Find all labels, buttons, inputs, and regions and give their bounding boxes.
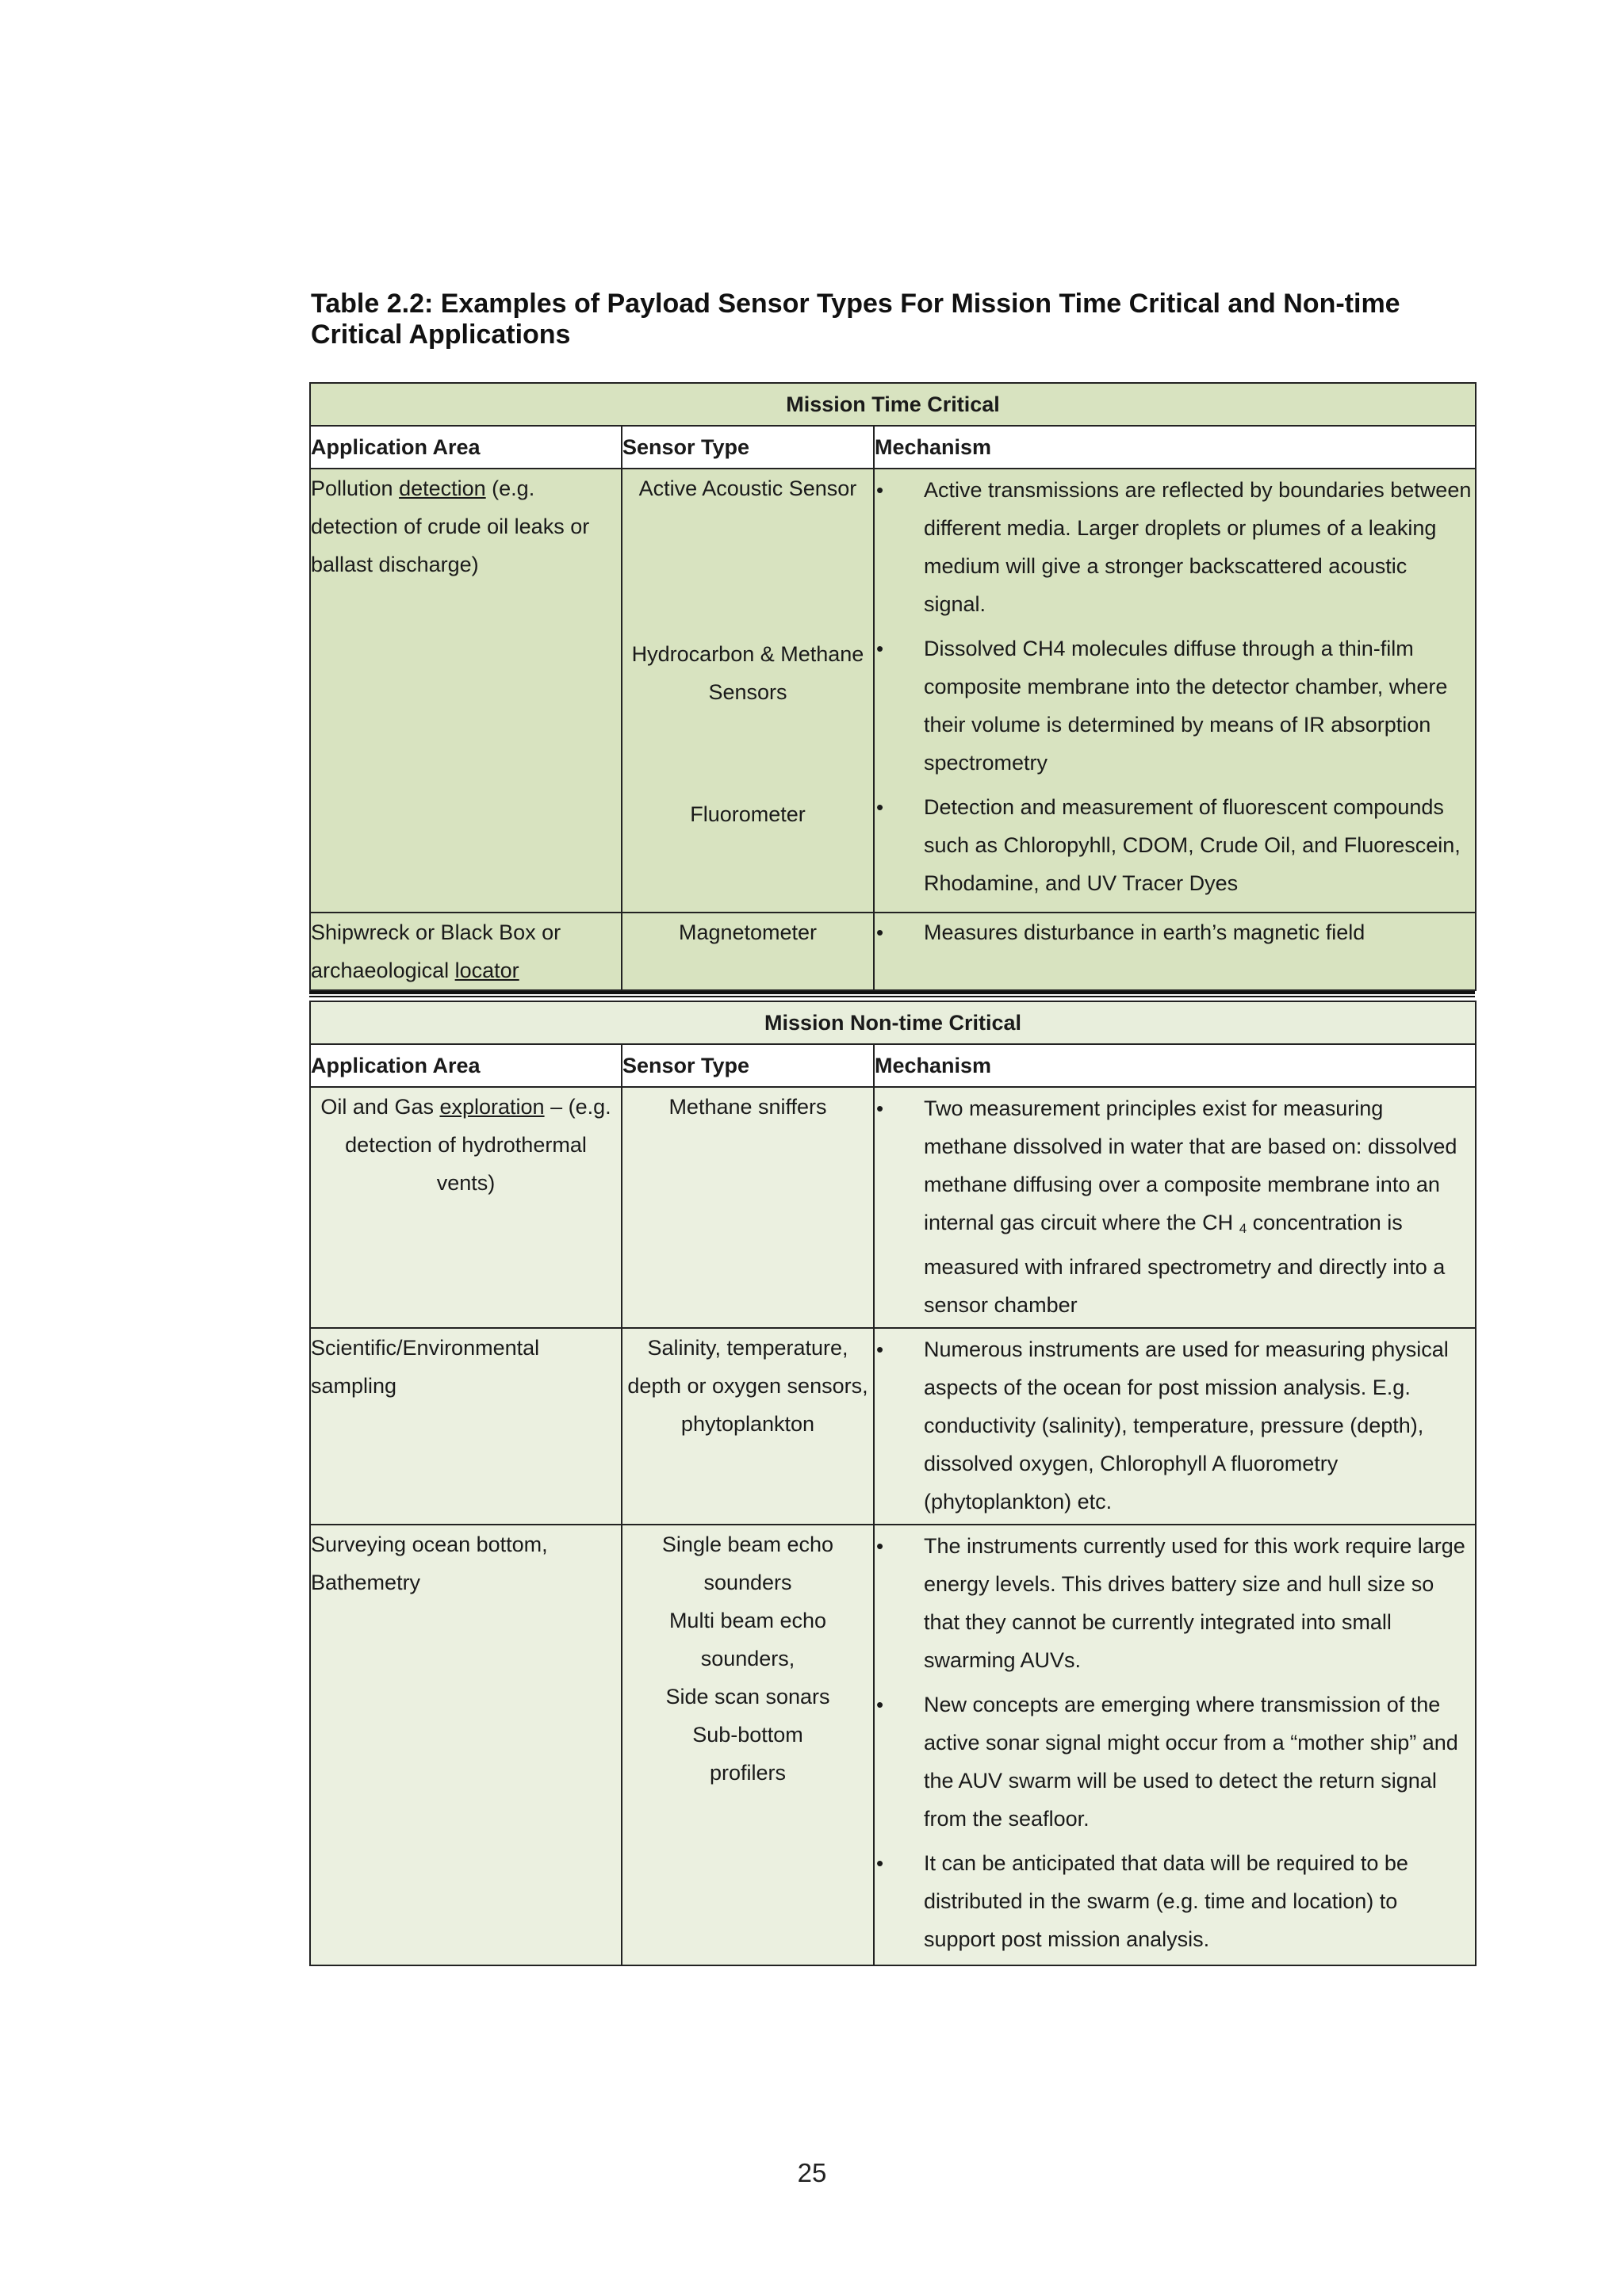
column-header-row (310, 1044, 1476, 1087)
application-underlined: detection (399, 476, 486, 500)
table-row (310, 1328, 1476, 1525)
table-divider (309, 991, 1475, 997)
application-text: Shipwreck or Black Box or archaeological (311, 920, 561, 982)
mechanism-bullet: • The instruments currently used for this work require large energy levels. This drives battery size and hull size so that they cannot be currently integrated into small swarming AUVs. (875, 1527, 1475, 1679)
table-row (310, 913, 1476, 990)
mechanism-bullet: • Active transmissions are reflected by boundaries between different media. Larger droplets or plumes of a leaking medium will give a stronger backscattered acoustic signal. (875, 471, 1475, 623)
mechanism-cell (874, 1087, 1476, 1328)
sensor-item: Hydrocarbon & Methane Sensors (631, 642, 864, 704)
mechanism-bullet: • It can be anticipated that data will be required to be distributed in the swarm (e.g. time and location) to support post mission analysis. (875, 1844, 1475, 1958)
table-caption: Table 2.2: Examples of Payload Sensor Types For Mission Time Critical and Non-time Critical Applications (311, 289, 1400, 350)
sensor-item: Single beam echo sounders (661, 1533, 834, 1594)
column-header-application: Application Area (310, 1044, 622, 1087)
application-text: Surveying ocean bottom, Bathemetry (311, 1533, 548, 1594)
sensor-item: Sub-bottom profilers (692, 1723, 803, 1785)
mechanism-bullet: • Dissolved CH4 molecules diffuse through a thin-film composite membrane into the detector chamber, where their volume is determined by means of IR absorption spectrometry (875, 629, 1475, 782)
column-header-mechanism: Mechanism (874, 1044, 1476, 1087)
mission-non-time-critical-table (309, 1001, 1477, 1966)
application-cell (310, 913, 622, 990)
application-text: Oil and Gas (320, 1095, 440, 1119)
application-cell (310, 1087, 622, 1328)
application-cell (310, 1328, 622, 1525)
application-text: Pollution (311, 476, 400, 500)
mechanism-bullet: • Measures disturbance in earth’s magnetic field (875, 913, 1475, 951)
application-underlined: locator (454, 959, 519, 982)
sensor-item: Fluorometer (690, 802, 806, 826)
sensor-item: Side scan sonars (665, 1685, 830, 1709)
application-cell (310, 1525, 622, 1965)
application-cell (310, 469, 622, 913)
sensor-item: Multi beam echo sounders, (668, 1609, 827, 1670)
sensor-cell (622, 469, 874, 913)
column-header-sensor: Sensor Type (622, 426, 874, 469)
application-underlined: exploration (439, 1095, 545, 1119)
application-text: (e.g. detection of crude oil leaks or ballast discharge) (311, 476, 590, 576)
sensor-item: Active Acoustic Sensor (638, 476, 857, 500)
application-text: Scientific/Environmental sampling (311, 1336, 540, 1398)
mechanism-cell (874, 913, 1476, 990)
table-row (310, 1525, 1476, 1965)
section-header-time-critical: Mission Time Critical (310, 383, 1476, 426)
table-row (310, 469, 1476, 913)
sensor-item: Salinity, temperature, depth or oxygen sensors, phytoplankton (627, 1336, 868, 1436)
table-row (310, 1087, 1476, 1328)
mechanism-subscript: 4 (1239, 1221, 1247, 1236)
mechanism-bullet: • Detection and measurement of fluorescent compounds such as Chloropyhll, CDOM, Crude Oil, and Fluorescein, Rhodamine, and UV Tracer Dyes (875, 788, 1475, 902)
mechanism-cell (874, 469, 1476, 913)
page-number: 25 (797, 2158, 827, 2187)
mechanism-cell (874, 1328, 1476, 1525)
column-header-mechanism: Mechanism (874, 426, 1476, 469)
mechanism-bullet: • New concepts are emerging where transmission of the active sonar signal might occur from a “mother ship” and the AUV swarm will be used to detect the return signal from the seafloor. (875, 1686, 1475, 1838)
column-header-sensor: Sensor Type (622, 1044, 874, 1087)
sensor-cell (622, 1328, 874, 1525)
column-header-application: Application Area (310, 426, 622, 469)
mechanism-cell (874, 1525, 1476, 1965)
sensor-cell (622, 1087, 874, 1328)
mechanism-text: concentration is measured with infrared spectrometry and directly into a sensor chamber (924, 1211, 1446, 1317)
sensor-item: Methane sniffers (668, 1095, 827, 1119)
section-header-non-time-critical: Mission Non-time Critical (310, 1001, 1476, 1044)
sensor-item: Magnetometer (678, 920, 818, 944)
mechanism-text: Two measurement principles exist for measuring methane dissolved in water that are based on: dissolved methane diffusing over a composite membrane into an internal gas circuit where the CH (924, 1096, 1457, 1234)
application-text: – (e.g. detection of hydrothermal vents) (345, 1095, 611, 1195)
mechanism-bullet: • Numerous instruments are used for measuring physical aspects of the ocean for post mission analysis. E.g. conductivity (salinity), temperature, pressure (depth), dissolved oxygen, Chlorophyll A fluorometry (phytoplankton) etc. (875, 1330, 1475, 1521)
mechanism-bullet (875, 1089, 1475, 1324)
sensor-cell (622, 913, 874, 990)
mission-time-critical-table (309, 382, 1477, 991)
sensor-cell (622, 1525, 874, 1965)
column-header-row (310, 426, 1476, 469)
